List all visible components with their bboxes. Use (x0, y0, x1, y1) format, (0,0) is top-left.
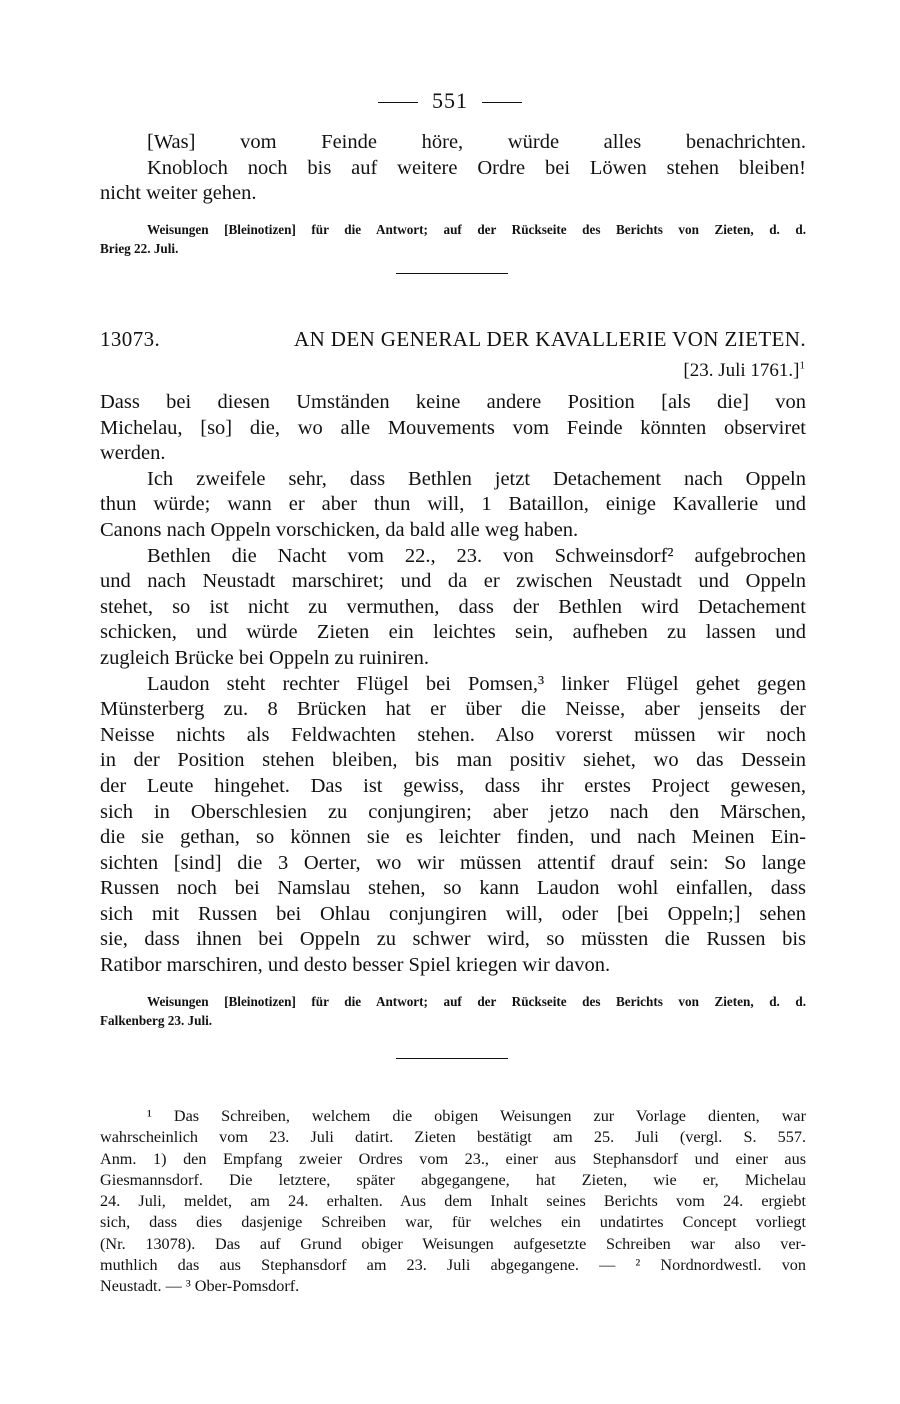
text-line: in der Position stehen bleiben, bis man positiv siehet, wo das Dessein (100, 749, 806, 772)
text-line: nicht weiter gehen. (100, 182, 257, 205)
note-line: Weisungen [Bleinotizen] für die Antwort; auf der Rückseite des Berichts von Zieten, d. d. (147, 221, 806, 237)
header-dash-right (482, 102, 522, 103)
note-line: Weisungen [Bleinotizen] für die Antwort; auf der Rückseite des Berichts von Zieten, d. d. (147, 993, 806, 1009)
source-note (100, 992, 806, 1030)
text-line: Michelau, [so] die, wo alle Mouvements vom Feinde könnten observiret (100, 416, 806, 439)
text-line: [Was] vom Feinde höre, würde alles benachrichten. (147, 131, 806, 153)
text-line: sich mit Russen bei Ohlau conjungiren will, oder [bei Oppeln;] sehen (100, 902, 806, 925)
text-line: Knobloch noch bis auf weitere Ordre bei Löwen stehen bleiben! (147, 156, 806, 179)
text-line: thun würde; wann er aber thun will, 1 Bataillon, einige Kavallerie und (100, 493, 806, 516)
text-line: Bethlen die Nacht vom 22., 23. von Schweinsdorf² aufgebrochen (147, 544, 806, 567)
page-header (0, 88, 900, 114)
footnote-line: sich, dass dies dasjenige Schreiben war, für welches ein undatirtes Concept vorliegt (100, 1213, 806, 1232)
letter-number: 13073. (100, 327, 161, 351)
letter-paragraph (100, 467, 806, 544)
text-line: stehet, so ist nicht zu vermuthen, dass der Bethlen wird Detachement (100, 595, 806, 618)
text-line: Münsterberg zu. 8 Brücken hat er über die Neisse, aber jenseits der (100, 698, 806, 721)
text-line: Ratibor marschiren, und desto besser Spiel kriegen wir davon. (100, 954, 611, 977)
text-line: und nach Neustadt marschiret; und da er zwischen Neustadt und Oppeln (100, 570, 806, 593)
top-section (100, 130, 806, 258)
text-line: Russen noch bei Namslau stehen, so kann Laudon wohl einfallen, dass (100, 877, 806, 900)
text-line: sichten [sind] die 3 Oerter, wo wir müssen attentif drauf sein: So lange (100, 851, 806, 874)
footnote-line: (Nr. 13078). Das auf Grund obiger Weisungen aufgesetzte Schreiben war also ver- (100, 1234, 806, 1253)
text-line: Neisse nichts als Feldwachten stehen. Also vorerst müssen wir noch (100, 723, 806, 746)
section-divider (396, 1058, 508, 1059)
footnote-line: 24. Juli, meldet, am 24. erhalten. Aus dem Inhalt seines Berichts vom 24. ergiebt (100, 1192, 806, 1211)
text-line: werden. (100, 442, 166, 465)
footnotes (100, 1106, 806, 1298)
page-number: 551 (432, 88, 468, 113)
text-line: Ich zweifele sehr, dass Bethlen jetzt Detachement nach Oppeln (147, 467, 806, 490)
footnote-line: Giesmannsdorf. Die letztere, später abgegangene, hat Zieten, wie er, Michelau (100, 1170, 806, 1189)
footnote-line: Anm. 1) den Empfang zweier Ordres vom 23., einer aus Stephansdorf und einer aus (100, 1149, 806, 1168)
note-line: Falkenberg 23. Juli. (100, 1012, 213, 1028)
footnote-ref: 1 (799, 359, 805, 372)
text-line: Dass bei diesen Umständen keine andere Position [als die] von (100, 391, 806, 413)
text-line: sich in Oberschlesien zu conjungiren; aber jetzo nach den Märschen, (100, 800, 806, 823)
section-divider (396, 273, 508, 274)
text-line: Laudon steht rechter Flügel bei Pomsen,³ linker Flügel gehet gegen (147, 672, 806, 695)
text-line: schicken, und würde Zieten ein leichtes sein, aufheben zu lassen und (100, 621, 806, 644)
text-line: Canons nach Oppeln vorschicken, da bald alle weg haben. (100, 518, 579, 541)
letter-title: AN DEN GENERAL DER KAVALLERIE VON ZIETEN. (294, 327, 806, 351)
footnote-line: wahrscheinlich vom 23. Juli datirt. Zieten bestätigt am 25. Juli (vergl. S. 557. (100, 1128, 806, 1147)
source-note (100, 220, 806, 258)
letter-paragraph (100, 390, 806, 467)
footnote-line: Neustadt. — ³ Ober-Pomsdorf. (100, 1277, 300, 1296)
top-paragraph (100, 130, 806, 207)
letter-date: [23. Juli 1761.]$^1$ (683, 359, 805, 381)
text-line: sie, dass ihnen bei Oppeln zu schwer wird, so müssten die Russen bis (100, 928, 806, 951)
letter-paragraph (100, 544, 806, 672)
note-line: Brieg 22. Juli. (100, 240, 179, 256)
letter-paragraph (100, 672, 806, 979)
footnote-line: ¹ Das Schreiben, welchem die obigen Weisungen zur Vorlage dienten, war (147, 1107, 806, 1125)
footnote-block (100, 1106, 806, 1298)
text-line: zugleich Brücke bei Oppeln zu ruiniren. (100, 646, 430, 669)
header-dash-left (378, 102, 418, 103)
text-line: der Leute hingehet. Das ist gewiss, dass ihr erstes Project gewesen, (100, 774, 806, 797)
footnote-line: muthlich das aus Stephansdorf am 23. Juli abgegangene. — ² Nordnordwestl. von (100, 1256, 806, 1275)
letter-heading (100, 327, 806, 352)
letter-body (100, 390, 806, 1030)
text-line: die sie gethan, so können sie es leichter finden, und nach Meinen Ein- (100, 826, 806, 849)
